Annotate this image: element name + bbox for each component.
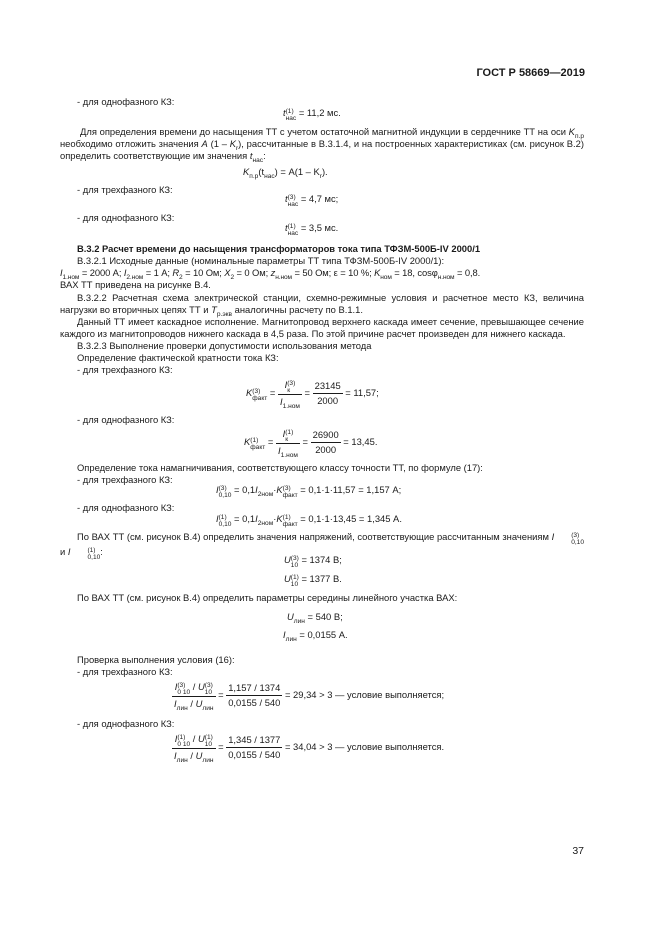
para-vax: ВАХ ТТ приведена на рисунке В.4. bbox=[60, 279, 211, 290]
section-heading: В.3.2 Расчет времени до насыщения трансформаторов тока типа ТФЗМ-500Б-IV 2000/1 bbox=[77, 243, 481, 254]
formula-u1: U (1) 10 = 1377 В. bbox=[284, 573, 342, 588]
para-vax-voltage: По ВАХ ТТ (см. рисунок В.4) определить значения напряжений, соответствующие рассчитанным значениям I (3) 0,10 и I (1) 0,10 : bbox=[60, 531, 584, 561]
formula-i1-mag: I (1) 0,10 = $0,1I_{2ном}\cdot K$ (1) факт = 0,1·1·13,45 = 1,345 А. bbox=[216, 513, 402, 528]
formula-t1-sat-2: t (1) нас = 3,5 мс. bbox=[285, 222, 339, 237]
para-vax-mid: По ВАХ ТТ (см. рисунок В.4) определить параметры середины линейного участка ВАХ: bbox=[77, 592, 458, 603]
para-saturation: Для определения времени до насыщения ТТ с учетом остаточной магнитной индукции в сердечнике ТТ на оси $K_{п.р}$ необходимо отложить значения A $(1 - K_r)$, рассчитанные в В.3.1.4, и на построенных характеристиках (см. рисунок В.2) определить соответствующие им значения $t_{нас}$: bbox=[60, 126, 584, 164]
three-phase-label: - для трехфазного КЗ: bbox=[77, 184, 173, 195]
document-header: ГОСТ Р 58669—2019 bbox=[476, 67, 585, 79]
formula-k1-fakt: K (1) факт = I (1) к $I_{1.ном}$ = $\frac{26900}{2000}$ = 13,45. bbox=[244, 428, 378, 459]
formula-kpr: $K_{п.р}(t_{нас}) = A(1 - K_r)$. bbox=[243, 166, 328, 180]
para-magnet: Определение тока намагничивания, соответствующего классу точности ТТ, по формуле (17): bbox=[77, 462, 483, 473]
formula-ulin: $U_{лин} = 540$ В; bbox=[287, 611, 343, 625]
three-phase-label: - для трехфазного КЗ: bbox=[77, 666, 173, 677]
formula-i3-mag: I (3) 0,10 = $0,1I_{2ном}\cdot K$ (3) факт = 0,1·1·11,57 = 1,157 А; bbox=[216, 484, 402, 499]
three-phase-label: - для трехфазного КЗ: bbox=[77, 474, 173, 485]
para-initial-data: В.3.2.1 Исходные данные (номинальные параметры ТТ типа ТФЗМ-500Б-IV 2000/1): bbox=[77, 255, 445, 266]
formula-k3-fakt: K (3) факт = I (3) к $I_{1.ном}$ = $\frac{23145}{2000}$ = 11,57; bbox=[246, 379, 379, 410]
para-ratio: Определение фактической кратности тока КЗ: bbox=[77, 352, 279, 363]
formula-u3: U (3) 10 = 1374 В; bbox=[284, 554, 342, 569]
single-phase-label: - для однофазного КЗ: bbox=[77, 96, 175, 107]
para-condition: Проверка выполнения условия (16): bbox=[77, 654, 235, 665]
single-phase-label: - для однофазного КЗ: bbox=[77, 502, 175, 513]
formula-t3-sat: t (3) нас = 4,7 мс; bbox=[285, 193, 339, 208]
formula-ilin: $I_{лин} = 0,0155$ А. bbox=[283, 629, 348, 643]
single-phase-label: - для однофазного КЗ: bbox=[77, 718, 175, 729]
single-phase-label: - для однофазного КЗ: bbox=[77, 414, 175, 425]
params-line: $I_{1.ном} = 2000$ А; $I_{2.ном} = 1$ А; $R_2 = 10$ Ом; $X_2 = 0$ Ом; $z_{н.ном} = 50$ Ом; ε = 10 %; $K_{ном} = 18$, cosφ$_{н.ном}$ = 0,8. bbox=[60, 267, 481, 281]
single-phase-label: - для однофазного КЗ: bbox=[77, 212, 175, 223]
para-cascade: Данный ТТ имеет каскадное исполнение. Магнитопровод верхнего каскада имеет сечение, превышающее сечение каждого из магнитопроводов нижнего каскада в 4,5 раза. По этой причине расчет произведен для нижнего каскада. bbox=[60, 316, 584, 339]
page-number: 37 bbox=[572, 845, 584, 857]
formula-cond-3: I (3) 0 10 / U (3) 10 $I_{лин} / U_{лин}$ = $\frac{1,157 / 1374}{0,0155 / 540}$ = 29,34 > 3 — условие выполняется; bbox=[174, 681, 445, 712]
para-check: В.3.2.3 Выполнение проверки допустимости использования метода bbox=[77, 340, 372, 351]
formula-t1-sat-1: t (1) нас = 11,2 мс. bbox=[283, 107, 341, 122]
three-phase-label: - для трехфазного КЗ: bbox=[77, 364, 173, 375]
formula-cond-1: I (1) 0 10 / U (1) 10 $I_{лин} / U_{лин}$ = $\frac{1,345 / 1377}{0,0155 / 540}$ = 34,04 > 3 — условие выполняется. bbox=[174, 733, 445, 764]
para-scheme: В.3.2.2 Расчетная схема электрической станции, схемно-режимные условия и расчетное место КЗ, величина нагрузки во вторичных цепях ТТ и $T_{р.экв}$ аналогичны расчету по В.1.1. bbox=[60, 292, 584, 318]
